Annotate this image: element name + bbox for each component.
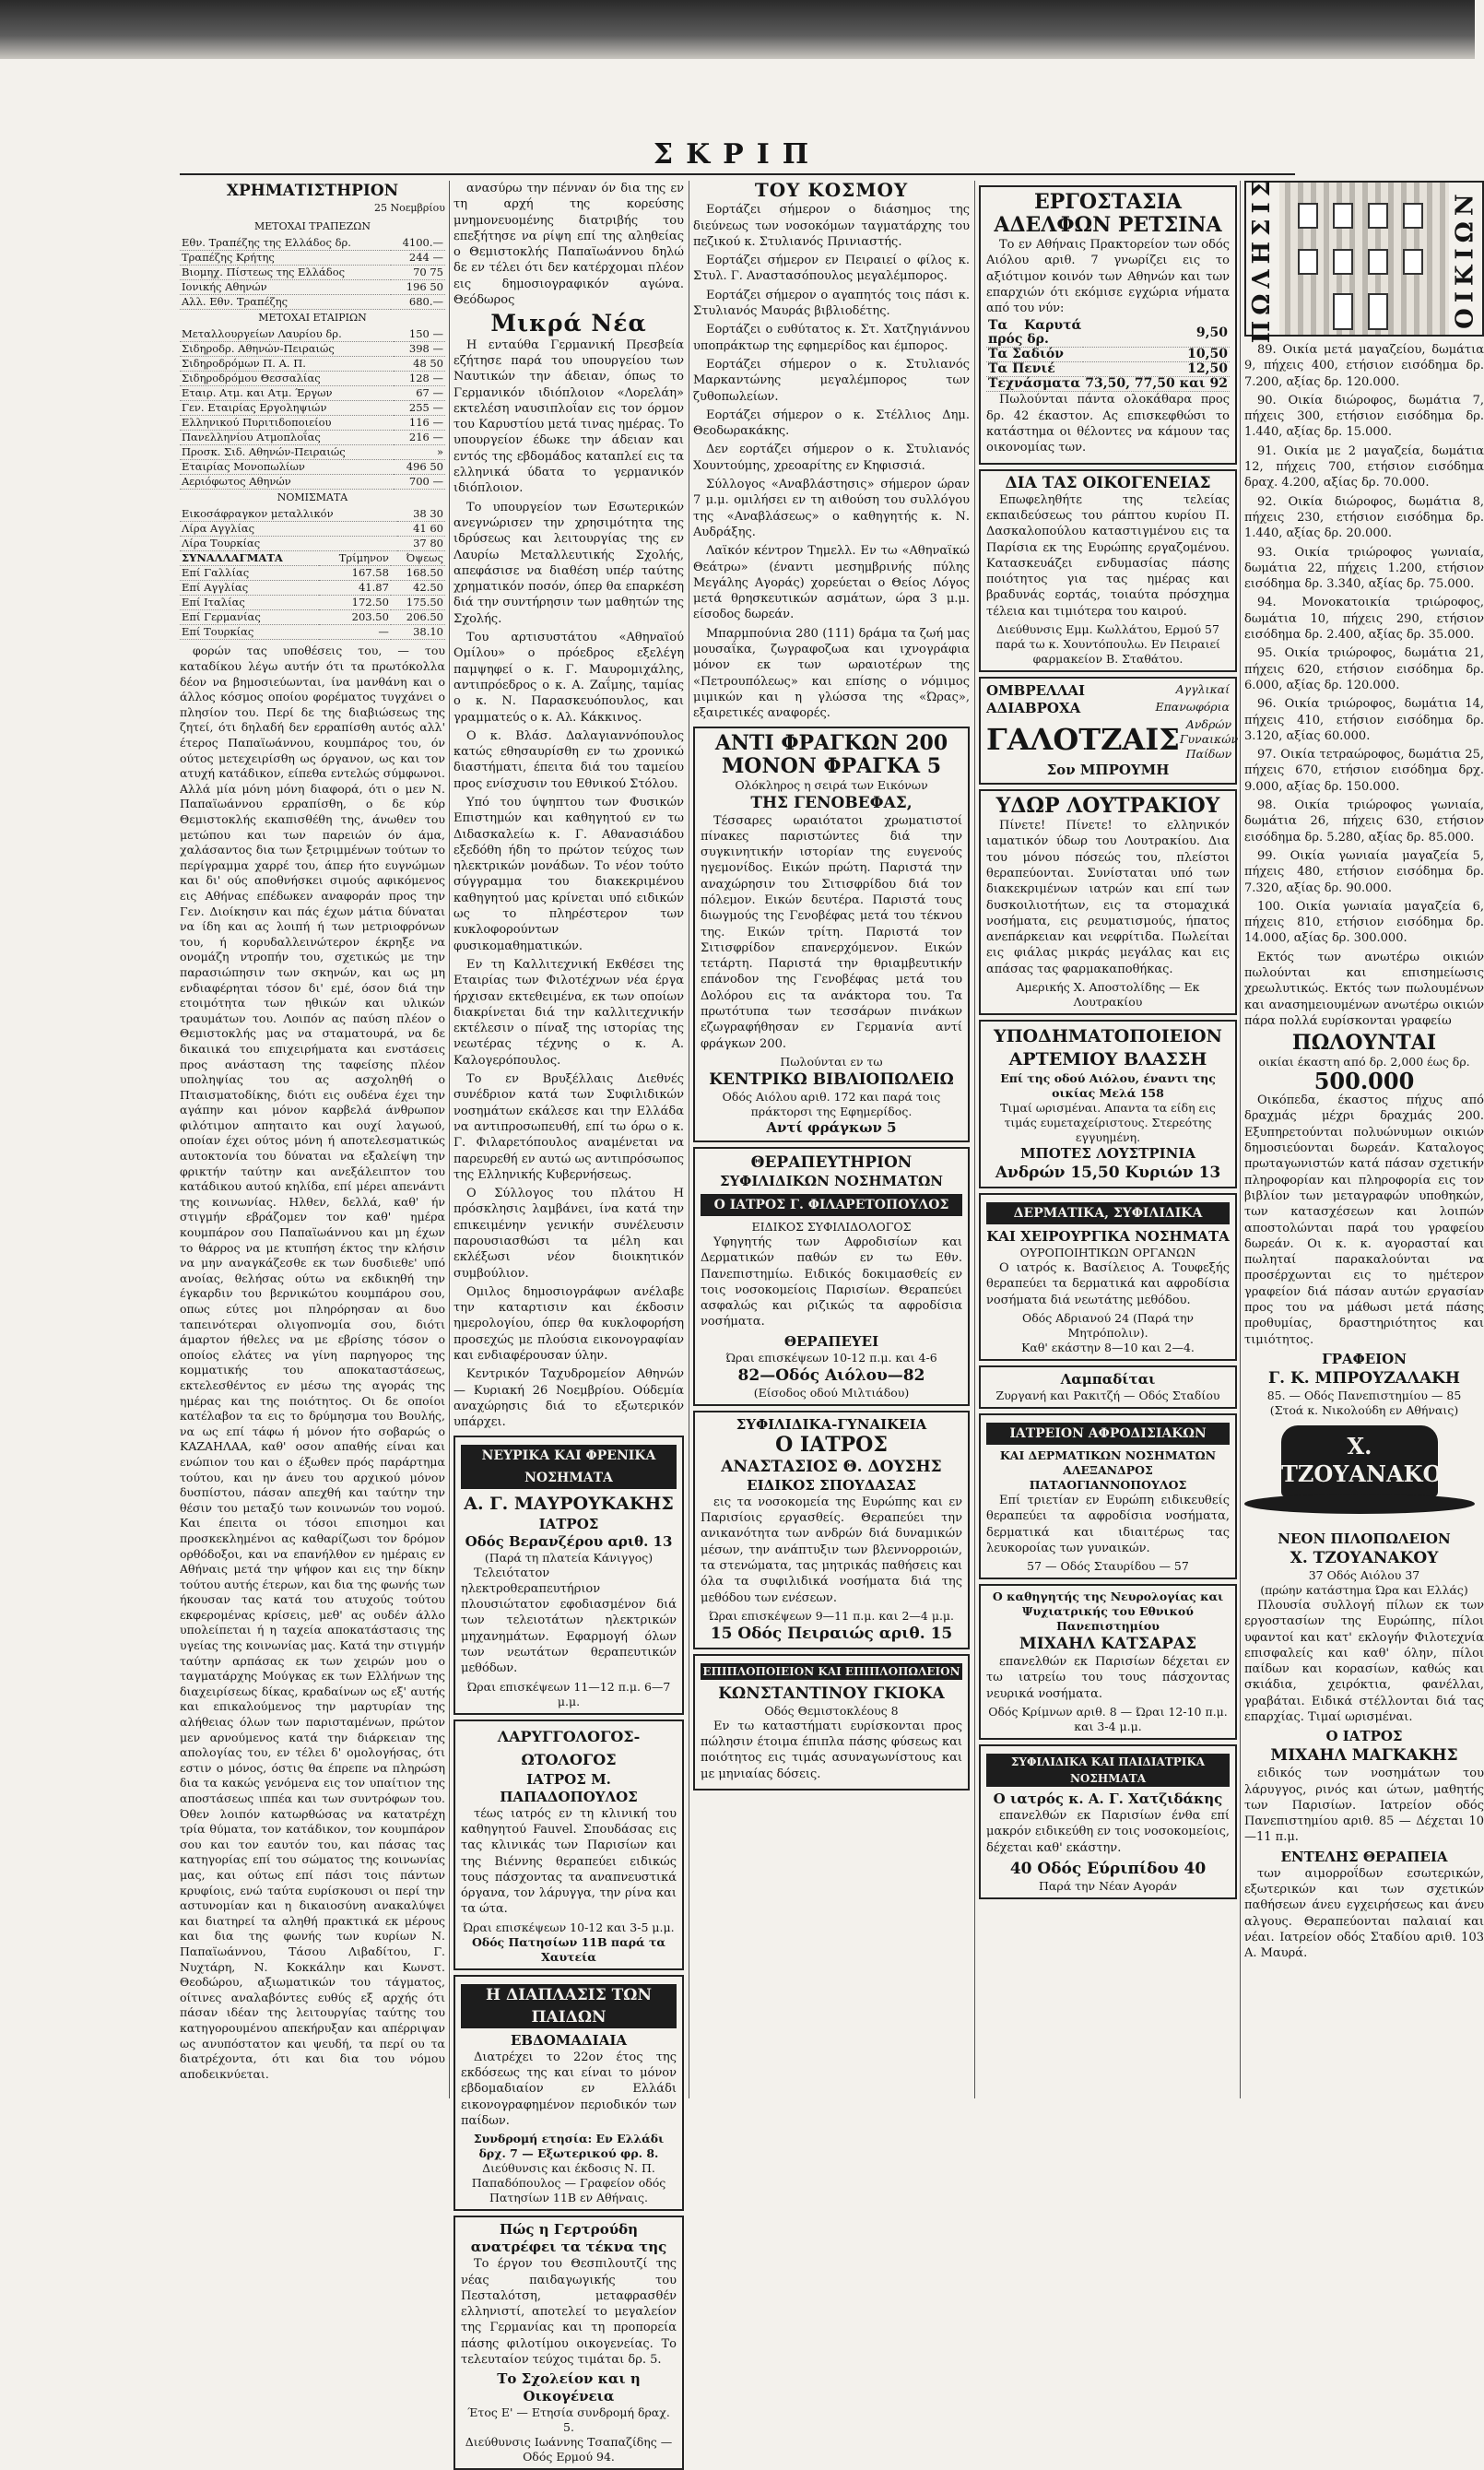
society-heading: ΤΟΥ ΚΟΣΜΟΥ: [754, 179, 909, 201]
letter-body: φορών τας υποθέσεις του, — του καταδίκου λέγω αυτήν ότι τα πρωτόκολλα δέον να βημοσιεύωνται, ίνα μανθάνη και ο άλλος κόσμος οποίου φορέματος τυγχάνει ο πλησίον του. Περί δε της διαβιώσεως της ζητεί, ότι δηλαδή δεν ερραπίσθη αυτός αλλ' έτερος Παπαϊωάννου, κουμπάρος του, όν ούτος μετεχειρίσθη ως όργανον, ως και τον ατυχή κατάδικον, είπεθα εντελώς σύμφωνοι. Αλλά μία μόνη μόνη διαφορά, ότι ο μεν Ν. Παπαϊωάννου ερραπίσθη, ο δε κύρ Θεμιστοκλής εκαπισθέθη της, άνωθεν του μετώπου και των παρειών όν άμα, χαλάσαντος δια των ξετριμμένων τούτων το περίγραμμα χαρρέ του, άπερ ήτο ευγνώμων και δι' ούς αποθνήσκει σιμούς αφικόμενος εις Αθήνας επέδωκεν αναφοράν προς την Γεν. Διοίκησιν και πάς έχων μάτια δύναται να ίδη και ας λοιπή ή των μετριοφρόνων του, ή κορυδαλλεινώτερον έκρηξε να ονομάζη ντροπήν του, σχετικώς με την παρασιώπησιν των σκηνών, και ως μη ενδιαφέρηται τόσον δι' εμέ, όσον διά την ετοιμότητα των ηθικών και υλικών τραυμάτων του. Λοιπόν ας παύση πλέον ο Θεμιστοκλής μας να σταματουρά, να δε δικαιικά του επιχειρήματα και ενστάσεις προς ανάσταση της ταφείσης πλέον υποληψίας του ας ασχοληθή ο Πταισματοδίκης, διότι εις ουδένα έχει την αγάπην και μόνον καρβελά άνθρωπον φιλότιμον απηταιτο και ουχί λαγωού, οποίαν έχει ούτος μόνη ή αποτελεσματικώς αυτοκτονία του δύναται να εξαλείψη την φρικτήν ταύτην και ανεξάλειπτον του κατάδικου αυτού κηλίδα, επί μέρει απενάντι της κοινωνίας. Ηλθεν, δελλά, καθ' ήν στιγμήν εβράζομεν τον καθ' ημέρα κουμπάρον σου Παπαϊωάννου και μη έχων το θάρρος να με κτυπήση έκτος την κλήσιν να μην αναγκάζεσθε εκ των δυσδιεθε' υπό ανοίας, θελήσας ούτω να εκδικηθή την έγκαρδιν του βερνικώτου κουμπάρου σου, οπως εύτες μοι πληρόρησαν αι δυο ταπεινότεραι ολιγοπνομία σου, διότι άμαρτον ήθελες να με εβρίσης τόσον ο οποίος ελάτες να γίνη παρηγορος της κομματικής του αποκαταστάσεως, εκτελεσθέντος εν μέσω της αγοράς της ημέρας και της ποιότητος. Οι δε οποίοι κατέλαβον τα εις το δρύμησμα του Βουλής, να ως επί τάφω ή μόνον ήτο σοβαρώς ο ΚΑΖΑΗΛΑΑ, καθ' οσον απαθής είναι και ενώπιον του και ο έξωθεν πρός παράρτημα τούτου, και ην άνευ του αρχικού μόνον δυσπίστου, πάσαν απεχθή και ταύτην την θέσιν του μεταξύ των κοινωνών του νομού. Και έπειτα οι τόσοι επισημοι και προσκεκλημένοι ας καθαρίζωσι τον δρόμον ορθόδοξοι, και να επανήλθον εν ημέραις εν Αθήναις μετά την ψήφον και εις την δίκην τούτου αυτής έτερων, και δια της φωνής των ήκουσαν τας κατά του ατυχούς τούτου εκφερομένας κρίσεις, μεθ' ας ουδέν άλλο υπολείπεται ή η ταχεία αποκατάστασις της υγείας της κοινωνίας μας. Κατά την στιγμήν ταύτην αρπάσας εκ των χειρών μου ο ταγματάρχης Μούγκας εκ των Ελλήνων της διαχειρίσεως δίκας, κραδαίνων ως εξ' αυτής και επικαλούμενος την μαρτυρίαν της αλήθειας όλων των παρισταμένων, πρώτον μεν αρνούμενος κατά την διάρκειαν της απολογίας του, εν τέλει δ' ομολογήσας, ότι εστιν ο μόνος, όστις θα έπρεπε να πληρώση δια τα κακώς γενόμενα εις τον υπαίτιον της αποστάσεως ιππέα και των συντρόφων του. Όθεν λοιπόν κατωρθώσας να κατατρέχη τρία θύματα, τον κατάδικον, τον κουμπάρον σου και τον εαυτόν του, και πάσας τας κατηγορίας επί του σώματος της κοινωνίας μας, και ούτως επί πάσι τοις πάντων κρυφίοις, ενώ ταύτα ευρίσκουσι οι περί την αστυνομίαν και η δικαιοσύνη ανακαλύψει και διατηρεί τα αληθή πρακτικά εκ μέρους και δια της φωνής των κυρίων Ν. Παπαϊωάννου, Τάσου Λιβαδίτου, Γ. Νυχτάρη, Ν. Κοκκάλην και Κωνστ. Θεοδώρου, αξιωματικών του τάγματος, οίτινες αναλαβόντες ευθύς εξ αρχής ότι πάσαν ιδέαν της λειτουργίας ταύτης του κατηγορουμένου απεκήρυξαν και απέρριψαν ως ανυπόστατον και ψευδή, τα περί ου τα διατρέχοντα, ότι και δια του νόμου αποδεικνύεται.: [180, 644, 445, 2081]
ad-text: Ο ιατρός κ. Βασίλειος Α. Τουφεξής θεραπεύει τα δερματικά και αφροδίσια νοσήματα διά νεωτάτης μεθόδου.: [986, 1261, 1230, 1307]
column-divider: [974, 181, 975, 2098]
ad-doctor-name: Α. Γ. ΜΑΥΡΟΥΚΑΚΗΣ: [464, 1493, 674, 1514]
ad-hours: Ώραι επισκέψεων 9—11 π.μ. και 2—4 μ.μ.: [708, 1608, 955, 1623]
ad-subscription: Συνδρομή ετησία: Εν Ελλάδι δρχ. 7 — Εξωτερικού φρ. 8.: [473, 2132, 665, 2161]
stock-exchange-date: 25 Νοεμβρίου: [373, 202, 445, 215]
ad-address: Οδός Πατησίων 11Β παρά τα Χαυτεία: [471, 1934, 666, 1964]
ad-subtitle: ΟΥΡΟΠΟΙΗΤΙΚΩΝ ΟΡΓΑΝΩΝ: [1019, 1246, 1196, 1260]
ad-title: ΔΕΡΜΑΤΙΚΑ, ΣΥΦΙΛΙΔΙΚΑ: [986, 1202, 1230, 1224]
ad-doctor-name: ΜΙΧΑΗΛ ΚΑΤΣΑΡΑΣ: [1019, 1635, 1197, 1654]
doctor-text: ειδικός των νοσημάτων του λάρυγγος, ρινός και ώτων, μαθητής των Παρισίων. Ιατρείον οδός Πανεπιστημίου αριθ. 85 — Δέχεται 10—11 π.μ.: [1244, 1767, 1484, 1845]
ad-address: 40 Οδός Εύριπίδου 40: [1009, 1859, 1207, 1878]
house-listing: 98. Οικία τριώροφος γωνιαία, δωμάτια 26, πήχεις 630, ετήσιον εισόδημα δρ. 5.280, αξίας δρ. 85.000.: [1244, 798, 1484, 845]
window-shape: [1368, 249, 1388, 275]
ad-row: [986, 717, 1239, 762]
ad-address: Σον ΜΠΡΟΥΜΗ: [1046, 762, 1170, 779]
ad-note: Παρά την Νέαν Αγοράν: [1039, 1878, 1177, 1893]
ad-note: Πωλούνται πάντα ολοκάθαρα προς δρ. 42 έκαστον. Ας επισκεφθώσι το κατάστημα οι θέλοντες να κάμουν τας οικονομίας των.: [986, 393, 1230, 455]
doctor-heading: Ο ΙΑΤΡΟΣ: [1325, 1728, 1403, 1745]
society-item: Εορτάζει σήμερον εν Πειραιεί ο φίλος κ. Στυλ. Γ. Αναστασόπουλος μεγαλέμπορος.: [693, 254, 970, 284]
ad-address: Οδός Αδριανού 24 (Παρά την Μητρόπολιν).: [1021, 1310, 1195, 1340]
ad-address: Οδός Κρίμνων αριθ. 8 — Ώραι 12-10 π.μ. και 3-4 μ.μ.: [988, 1704, 1228, 1733]
ad-umbrellas: [979, 677, 1237, 785]
ad-subtitle: Επανωφόρια: [1155, 700, 1230, 715]
table-row: Εικοσάφραγκον μεταλλικόν 38 30: [182, 507, 443, 521]
society-item: Σύλλογος «Αναβλάστησις» σήμερον ώραν 7 μ.μ. ομιλήσει εν τη αιθούση του συλλόγου της «Αναβλάσεως» ο καθηγητής κ. Ν. Αυδράξης.: [693, 478, 970, 539]
column-society: [693, 181, 970, 2098]
table-row: Ελληνικού Πυριτιδοποιείου 116 —: [182, 416, 443, 430]
ad-title: ΥΔΩΡ ΛΟΥΤΡΑΚΙΟΥ: [995, 794, 1220, 819]
house-listing: 97. Οικία τετραώροφος, δωμάτια 25, πήχεις 670, ετήσιον εισόδημα δρχ. 9.000, αξίας δρ. 150.000.: [1244, 748, 1484, 794]
hat-shop-owner: Χ. ΤΖΟΥΑΝΑΚΟΥ: [1290, 1548, 1439, 1567]
ad-title: ΕΡΓΟΣΤΑΣΙΑ: [1033, 190, 1182, 214]
ad-address: Οδός Θεμιστοκλέους 8: [764, 1703, 899, 1718]
table-row: Σιδηροδρ. Αθηνών-Πειραιώς 398 —: [182, 342, 443, 356]
ad-title: ΑΝΤΙ ΦΡΑΓΚΩΝ 200: [714, 730, 948, 755]
ad-title: ΣΥΦΙΛΙΔΙΚΑ-ΓΥΝΑΙΚΕΙΑ: [736, 1415, 927, 1433]
house-listing: 96. Οικία τριώροφος, δωμάτια 14, πήχεις 410, ετήσιον εισόδημα δρ. 3.120, αξίας 60.000.: [1244, 697, 1484, 743]
ad-subtitle: ΕΒΔΟΜΑΔΙΑΙΑ: [510, 2031, 627, 2049]
column-ads: [979, 181, 1237, 2098]
ad-title: ΟΜΒΡΕΛΛΑΙ: [986, 682, 1085, 700]
window-shape: [1403, 249, 1423, 275]
table-row: Τα Καρυτά πρός δρ. 9,50: [988, 318, 1228, 348]
ad-price: Αντί φράγκων 5: [766, 1118, 897, 1136]
ad-subtitle: ΣΥΦΙΛΙΔΙΚΩΝ ΝΟΣΗΜΑΤΩΝ: [719, 1172, 944, 1189]
window-shape: [1298, 249, 1318, 275]
ad-title: ΘΕΡΑΠΕΥΤΗΡΙΟΝ: [750, 1152, 913, 1172]
companies-table: [180, 327, 445, 490]
ad-retsina: [979, 185, 1237, 465]
ad-note: (Είσοδος οδού Μιλτιάδου): [753, 1385, 910, 1400]
banks-heading: ΜΕΤΟΧΑΙ ΤΡΑΠΕΖΩΝ: [254, 219, 371, 232]
ad-hours: Ώραι επισκέψεων 10-12 και 3-5 μ.μ.: [463, 1920, 675, 1934]
window-shape: [1298, 203, 1318, 229]
ad-address: Διεύθυνσις Εμμ. Κωλλάτου, Ερμού 57 παρά τω κ. Χουντόπουλω. Εν Πειραιεί φαρμακείον Β. Σταθάτου.: [995, 622, 1220, 667]
ad-text: Τιμαί ωρισμέναι. Απαντα τα είδη εις τιμάς ευμεταχείριστους. Στερεότης εγγυημένη.: [1000, 1101, 1216, 1145]
society-item: Εορτάζει σήμερον ο αγαπητός τοις πάσι κ. Στυλιανός Μαυράς βιβλιοδέτης.: [693, 288, 970, 319]
house-listing: 100. Οικία γωνιαία μαγαζεία 6, πήχεις 810, ετήσιον εισόδημα δρ. 14.000, αξίας δρ. 300.000.: [1244, 899, 1484, 946]
column-divider: [1240, 181, 1241, 2098]
table-row: Επί Τουρκίας — 38.10: [182, 625, 443, 639]
news-item: Ο Σύλλογος του πλάτου Η πρόσκλησις λαμβάνει, ίνα κατά την επικειμένην γενικήν συνέλευσιν παρουσιασθώσι τα μέλη και εκλέξωσι νέον διοικητικόν συμβούλιον.: [453, 1187, 684, 1281]
ad-brand: ΓΑΛΟΤΖΑΙΣ: [986, 722, 1180, 758]
masthead-rule: [180, 173, 1295, 175]
window-shape: [1403, 203, 1423, 229]
column-short-news: [453, 181, 684, 2464]
ad-subtitle: ΤΗΣ ΓΕΝΟΒΕΦΑΣ,: [750, 793, 913, 812]
ad-text: Τέσσαρες ωραιότατοι χρωματιστοί πίνακες παριστώντες διά την συγκινητικήν ιστορίαν της ευγενούς ηγεμονίδος. Εικών πρώτη. Παριστά την αναχώρησιν του Σιτισφρίδου διά τον πόλεμον. Εικών δευτέρα. Παριστά τους διωγμούς της Γενοβέφας μετά του τέκνου της. Εικών τρίτη. Παριστά τον Σιτισφρίδον επανερχόμενον. Εικών τετάρτη. Παριστά την θριαμβευτικήν επάνοδον της Γενοβέφας μετά του Δολόρου εις τα ανάκτορα του. Τα πρωτότυπα των τεσσάρων πινάκων εζωγραφήθησαν εν Γερμανία αντί φράγκων 200.: [701, 813, 962, 1051]
ad-title: ΕΠΙΠΛΟΠΟΙΕΙΟΝ ΚΑΙ ΕΠΙΠΛΟΠΩΛΕΙΟΝ: [701, 1663, 962, 1680]
news-item: Κεντρικόν Ταχυδρομείον Αθηνών — Κυριακή 26 Νοεμβρίου. Ούδεμία αναχώρησις διά το εξωτερικόν υπάρχει.: [453, 1367, 684, 1430]
column-divider: [449, 181, 450, 2098]
ad-gkiokas: [693, 1654, 970, 1790]
table-row: Ιονικής Αθηνών 196 50: [182, 279, 443, 293]
ad-address: Οδός Βερανζέρου αριθ. 13: [465, 1532, 673, 1550]
house-listing: 91. Οικία με 2 μαγαζεία, δωμάτια 12, πήχεις 700, ετήσιον εισόδημα δραχ. 4.200, αξίας δρ. 70.000.: [1244, 443, 1484, 490]
society-item: Εορτάζει σήμερον ο κ. Στυλιανός Μαρκαντώνης μεγαλέμπορος των ζυθοπωλείων.: [693, 357, 970, 404]
table-row: Εθν. Τραπέζης της Ελλάδος δρ. 4100.—: [182, 235, 443, 249]
ad-laryngologist: [453, 1720, 684, 1970]
table-row: Σιδηροδρόμου Θεσσαλίας 128 —: [182, 372, 443, 385]
ad-subscription: Έτος Ε' — Ετησία συνδρομή δραχ. 5.: [467, 2405, 670, 2435]
table-row: Αλλ. Εθν. Τραπέζης 680.—: [182, 294, 443, 308]
news-item: Το εν Βρυξέλλαις Διεθνές συνέδριον κατά των Συφιλιδικών νοσημάτων εκάλεσε και την Ελλάδα να αντιπροσωπευθή, επί τω όρω ο κ. Γ. Φιλαρετόπουλος αναμένεται να παρευρεθή εν αυτώ ως αντιπρόσωπος της Ελληνικής Κυβερνήσεως.: [453, 1072, 684, 1182]
ad-subtitle: ΚΑΙ ΔΕΡΜΑΤΙΚΩΝ ΝΟΣΗΜΑΤΩΝ: [999, 1448, 1217, 1462]
house-listing: 90. Οικία διώροφος, δωμάτια 7, πήχεις 300, ετήσιον εισόδημα δρ. 1.440, αξίας δρ. 15.000.: [1244, 393, 1484, 440]
ad-title: ΔΙΑ ΤΑΣ ΟΙΚΟΓΕΝΕΙΑΣ: [1005, 473, 1211, 492]
house-listing: 93. Οικία τριώροφος γωνιαία, δωμάτια 22, πήχεις 1.200, ετήσιον εισόδημα δρ. 3.340, αξίας δρ. 75.000.: [1244, 545, 1484, 592]
ad-mavroukakis: [453, 1436, 684, 1715]
ad-text: επανελθών εκ Παρισίων δέχεται εν τω ιατρείω του τους πάσχοντας νευρικά νοσήματα.: [986, 1655, 1230, 1701]
ad-text: τέως ιατρός εν τη κλινική του καθηγητού Fauvel. Σπουδάσας εις τας κλινικάς των Παρισίων και της Βιέννης θεραπεύει ειδικώς τους πάσχοντας τα αναπνευστικά όργανα, τον λάρυγγα, την ρίνα και τα ώτα.: [461, 1806, 677, 1917]
table-row: Μεταλλουργείων Λαυρίου δρ. 150 —: [182, 327, 443, 341]
ad-subtitle: ΘΕΡΑΠΕΥΕΙ: [783, 1332, 879, 1350]
ad-text: Το εν Αθήναις Πρακτορείον των οδός Αιόλου αριθ. 7 γνωρίζει εις το αξιότιμον κοινόν των Αθηνών και των επαρχιών ότι εκόμισε εγχώρια νήματα από του νύν:: [986, 238, 1230, 316]
news-item: Εν τη Καλλιτεχνική Εκθέσει της Εταιρίας των Φιλοτέχνων νέα έργα ήρχισαν εκτεθειμένα, εκ των οποίων διακρίνεται διά την καλλιτεχνικήν εκτέλεσιν ο πίναξ της ιστορίας της νεωτέρας τέχνης ο κ. Α. Καλογερόπουλος.: [453, 957, 684, 1068]
ad-title: Ο καθηγητής της Νευρολογίας και Ψυχιατρικής του Εθνικού Πανεπιστημίου: [992, 1590, 1224, 1634]
news-item: Του αρτισυστάτου «Αθηναϊού Ομίλου» ο πρόεδρος εξελέγη παμψηφεί ο κ. Γ. Μαυρομιχάλης, αντιπρόεδρος ο κ. Α. Ζαΐμης, ταμίας ο κ. Ν. Παρασκευόπουλος, και γραμματεύς ο κ. Αλ. Κάκκινος.: [453, 631, 684, 725]
table-row: Σιδηροδρόμων Π. Α. Π. 48 50: [182, 357, 443, 371]
ad-text: εις τα νοσοκομεία της Ευρώπης και εν Παρισίοις εργασθείς. Θεραπεύει την ανικανότητα των ανδρών διά δυναμικών μέσων, την ανάπτυξιν των βλεννορροιών, τα στενώματα, τας μητρικάς παθήσεις και όλα τα συφιλιδικά νοσήματα διά της μεθόδου των ενέσεων.: [701, 1495, 962, 1605]
for-sale-range: οικίαι έκαστη από δρ. 2,000 έως δρ.: [1258, 1055, 1470, 1070]
table-row: Τραπέζης Κρήτης 244 —: [182, 250, 443, 264]
ad-subtitle: ΕΙΔΙΚΟΣ ΣΥΦΙΛΙΔΟΛΟΓΟΣ: [751, 1219, 912, 1234]
door-shape: [1368, 293, 1388, 330]
table-row: Εταιρίας Μονοπωλίων 496 50: [182, 460, 443, 474]
house-side-label-left: ΠΩΛΗΣΙΣ: [1246, 183, 1279, 335]
ad-row: [986, 682, 1230, 700]
ad-katsaras: [979, 1584, 1237, 1740]
letter-ending: ανασύρω την πένναν όν δια της εν τη αρχή της κορεύσης μνημονευομένης διατριβής του επεξήτησε να ρίψη επί της αληθείας ο Θεμιστοκλής Παπαϊωάννου δηλώ δε εν τέλει ότι δεν κατέρχομαι πλέον εις δημοσιογραφικόν αγώνα. Θεόδωρος: [453, 182, 684, 308]
table-row: Τεχνάσματα 73,50, 77,50 και 92: [988, 376, 1228, 392]
agency-text: Οικόπεδα, έκαστος πήχυς από δραχμάς μέχρι δραχμάς 200. Εξυπηρετούνται πολυώνυμων οικιών δημοσιεύονται δωρεάν. Καταλογος πρωταγωνιστών κατά πάσαν σχετικήν πληροφορίαν και πληροφορία εις τον βιβλίον των μεταγραφών υποθηκών, των κατασχέσεων και λοιπών αποστολώνται παρά του γραφείου δωρεάν. Οι κ. κ. αγορασταί και πωληταί παρακαλούνται να προσέρχωνται εις το ημέτερον γραφείον διά πάσαν αυτών εργασίαν προς του να μάθωσι μετά πάσης προθυμίας, δραστηριότητος και τιμιότητος.: [1244, 1093, 1484, 1347]
companies-heading: ΜΕΤΟΧΑΙ ΕΤΑΙΡΙΩΝ: [258, 311, 367, 324]
ad-title: ΥΠΟΔΗΜΑΤΟΠΟΙΕΙΟΝ: [994, 1026, 1222, 1047]
ad-address: Αμερικής Χ. Αποστολίδης — Εκ Λουτρακίου: [1016, 980, 1200, 1010]
ad-address: 82—Οδός Αιόλου—82: [737, 1365, 925, 1385]
ad-title: ΣΥΦΙΛΙΔΙΚΑ ΚΑΙ ΠΑΙΔΙΑΤΡΙΚΑ ΝΟΣΗΜΑΤΑ: [986, 1754, 1230, 1787]
ad-text: Πίνετε! Πίνετε! το ελληνικόν ιαματικόν ύδωρ του Λουτρακίου. Δια του μόνου πόσεώς του, πλείστοι θεραπεύονται. Συνίσταται υπό των διακεκριμένων ιατρών και επί των δυσκοιλιοτήτων, εις τα στομαχικά νοσήματα, εις ρευματισμούς, ήπατος ανεπάρκειαν και νεφρίτιδα. Πωλείται εις φιάλας μικράς μεγάλας και εις απάσας τας φαρμακαποθήκας.: [986, 819, 1230, 976]
ad-loutraki-water: [979, 789, 1237, 1015]
ad-address: Επί της οδού Αιόλου, έναντι της οικίας Μελά 158: [1000, 1071, 1216, 1101]
ad-subtitle: Το Σχολείον και η Οικογένεια: [497, 2370, 641, 2405]
listing-note: Εκτός των ανωτέρω οικιών πωλούνται και επισημείωσις χρεωλυτικώς. Εκτός των πωλουμένων και ανασημειουμένων ανωτέρω οικιών πάρα πολλά ευρίσκονται γραφείω: [1244, 950, 1484, 1028]
hat-crown: Χ. ΤΖΟΥΑΝΑΚΟΣ: [1281, 1425, 1438, 1497]
ad-genevieve: [693, 727, 970, 1142]
ad-subtitle: ΚΑΙ ΧΕΙΡΟΥΡΓΙΚΑ ΝΟΣΗΜΑΤΑ: [986, 1228, 1230, 1246]
house-listing: 95. Οικία τριώροφος, δωμάτια 21, πήχεις 620, ετήσιον εισόδημα δρ. 6.000, αξίας δρ. 120.000.: [1244, 646, 1484, 692]
table-row: Λίρα Τουρκίας 37 80: [182, 537, 443, 550]
ad-subtitle: Ολόκληρος η σειρά των Εικόνων: [735, 777, 928, 792]
ad-dousis: [693, 1411, 970, 1649]
short-news-heading: Μικρά Νέα: [490, 310, 647, 337]
ad-subtitle: ΑΔΕΛΦΩΝ ΡΕΤΣΙΝΑ: [994, 213, 1222, 237]
ad-title: Πώς η Γερτρούδη ανατρέφει τα τέκνα της: [470, 2221, 667, 2256]
hat-brim: [1244, 1494, 1475, 1514]
ad-subtitle: ΕΙΔΙΚΟΣ ΣΠΟΥΔΑΣΑΣ: [747, 1476, 916, 1494]
ad-note: (Παρά τη πλατεία Κάνιγγος): [484, 1550, 654, 1565]
agency-address: 85. — Οδός Πανεπιστημίου — 85: [1266, 1388, 1462, 1402]
news-item: Ομιλος δημοσιογράφων ανέλαβε την καταρτισιν και έκδοσιν ημερολογίου, όπερ θα κυκλοφορήση προσεχώς με πλούσια εικονογραφίαν και ενδιαφέρουσαν ύλην.: [453, 1284, 684, 1364]
table-row: Πανελληνίου Ατμοπλοΐας 216 —: [182, 431, 443, 444]
therapy-heading: ΕΝΤΕΛΗΣ ΘΕΡΑΠΕΙΑ: [1280, 1848, 1448, 1865]
column-real-estate: [1244, 173, 1484, 2098]
table-row: Επί Αγγλίας 41.87 42.50: [182, 581, 443, 595]
window-shape: [1368, 203, 1388, 229]
fx-table: [180, 551, 445, 640]
house-illustration: [1244, 173, 1484, 344]
ad-title: Η ΔΙΑΠΛΑΣΙΣ ΤΩΝ ΠΑΙΔΩΝ: [461, 1984, 677, 2028]
ad-title: Λαμπαδίται: [1060, 1370, 1156, 1388]
ad-gertrude: [453, 2216, 684, 2470]
doctor-name: ΜΙΧΑΗΛ ΜΑΓΚΑΚΗΣ: [1270, 1746, 1458, 1766]
house-listing: 89. Οικία μετά μαγαζείου, δωμάτια 9, πήχεις 400, ετήσιον εισόδημα δρ. 7.200, αξίας δρ. 120.000.: [1244, 343, 1484, 389]
ad-text: Επωφεληθήτε της τελείας εκπαιδεύσεως του ράπτου κυρίου Π. Δασκαλοπούλου καταστιγμένου εις τα Παρίσια εκ της Ευρώπης εργαζομένου. Κατασκευάζει ενδυμασίας πάσης ποιότητος για τας ημέρας και βραδυνάς εορτάς, τοιαύτα πρόσχημα τέλεια και τιμιότερα του καιρού.: [986, 492, 1230, 619]
hat-shop-text: Πλουσία συλλογή πίλων εκ των εργοστασίων της Ευρώπης, πίλοι υφαντοί και κατ' εκλογήν Φιλοτεχνία επισφαλείς και καθ' όλην, πίλοι παίδων και κορασίων, καθώς και σκιάδια, χειρόκτια, φανέλλαι, γραβάται. Ειδικά στέλλονται διά τας επαρχίας. Τιμαί ωρισμέναι.: [1244, 1598, 1484, 1724]
window-shape: [1333, 249, 1353, 275]
table-row: Εταιρ. Ατμ. και Ατμ. Έργων 67 —: [182, 386, 443, 400]
ad-lampadites: [979, 1365, 1237, 1409]
table-row: Τα Πενιέ 12,50: [988, 361, 1228, 377]
ad-pataogiannopoulos: [979, 1413, 1237, 1579]
price-table: [986, 319, 1230, 392]
ad-publisher: Διεύθυνσις και έκδοσις Ν. Π. Παπαδόπουλος — Γραφείον οδός Πατησίων 11Β εν Αθήναις.: [471, 2161, 666, 2205]
scan-top-band: [0, 0, 1475, 59]
ad-doctor-name: Ο ΙΑΤΡΟΣ Γ. ΦΙΛΑΡΕΤΟΠΟΥΛΟΣ: [701, 1194, 962, 1216]
banks-table: [180, 236, 445, 310]
ad-doctor-name: Ο ιατρός κ. Α. Γ. Χατζιδάκης: [993, 1790, 1223, 1807]
ad-text: Ζυργανή και Ρακιτζή — Οδός Σταδίου: [995, 1388, 1220, 1402]
currency-table: [180, 507, 445, 551]
society-item: Εορτάζει σήμερον ο διάσημος της διεύνεως των νοσοκόμων ταγματάρχης του πεζικού κ. Στυλιανός Πρινιαστής.: [693, 203, 970, 249]
house-listing: 99. Οικία γωνιαία μαγαζεία 5, πήχεις 480, ετήσιον εισόδημα δρ. 7.320, αξίας δρ. 90.000.: [1244, 848, 1484, 895]
column-stock-exchange: [180, 181, 445, 2098]
table-row: Επί Γερμανίας 203.50 206.50: [182, 610, 443, 624]
ad-families: [979, 469, 1237, 672]
therapy-text: των αιμορροΐδων εσωτερικών, εξωτερικών και των σχετικών παθήσεων άνευ εγχειρήσεως και άνευ αλγους. Θεραπεύονται παλαιαί και νέαι. Ιατρείον οδός Σταδίου αριθ. 103 Α. Μαυρά.: [1244, 1866, 1484, 1961]
agency-heading: ΓΡΑΦΕΙΟΝ: [1322, 1350, 1407, 1367]
ad-filaretopoulos: [693, 1147, 970, 1406]
society-item: Εορτάζει ο ευθύτατος κ. Στ. Χατζηγιάννου υποπράκτωρ της εφημερίδος και έμπορος.: [693, 323, 970, 353]
ad-vlassis-shoes: [979, 1020, 1237, 1188]
ad-bookshop: ΚΕΝΤΡΙΚΩ ΒΙΒΛΙΟΠΩΛΕΙΩ: [709, 1070, 954, 1089]
hat-shop-heading: ΝΕΟΝ ΠΙΛΟΠΩΛΕΙΟΝ: [1278, 1530, 1451, 1547]
table-row: Προσκ. Σιδ. Αθηνών-Πειραιώς »: [182, 445, 443, 459]
hat-shop-note: (πρώην κατάστημα Ώρα και Ελλάς): [1260, 1582, 1468, 1597]
ad-title: ΛΑΡΥΓΓΟΛΟΓΟΣ-ΩΤΟΛΟΓΟΣ: [497, 1727, 641, 1768]
ad-doctor-name: ΑΝΑΣΤΑΣΙΟΣ Θ. ΔΟΥΣΗΣ: [721, 1457, 942, 1476]
society-item: Λαϊκόν κέντρον Τημελλ. Εν τω «Αθηναϊκώ Θεάτρω» (έναντι μεσημβρινής πύλης Μεγάλης Αγοράς) χορεύεται ο Θείος Λόγος μετά θρησκευτικών ασμάτων, ώρα 3 μ.μ. είσοδος δωρεάν.: [693, 544, 970, 622]
ad-subtitle: ΜΠΟΤΕΣ ΛΟΥΣΤΡΙΝΙΑ: [1019, 1145, 1196, 1163]
hat-shop-address: 37 Οδός Αιόλου 37: [1308, 1567, 1420, 1582]
table-row: Γεν. Εταιρίας Εργοληψιών 255 —: [182, 401, 443, 415]
table-row: Τα Σαδιόν 10,50: [988, 347, 1228, 362]
for-sale-heading: ΠΩΛΟΥΝΤΑΙ: [1291, 1031, 1437, 1056]
ad-address: 57 — Οδός Σταυρίδου — 57: [1027, 1559, 1189, 1574]
page-masthead: ΣΚΡΙΠ: [653, 138, 822, 171]
ad-title: ΝΕΥΡΙΚΑ ΚΑΙ ΦΡΕΝΙΚΑ ΝΟΣΗΜΑΤΑ: [461, 1445, 677, 1489]
ad-doctor-name: ΙΑΤΡΟΣ Μ. ΠΑΠΑΔΟΠΟΥΛΟΣ: [500, 1770, 638, 1805]
agency-name: Γ. Κ. ΜΠΡΟΥΖΑΛΑΚΗ: [1268, 1368, 1460, 1388]
ad-price: Ανδρών 15,50 Κυριών 13: [995, 1164, 1221, 1183]
society-item: Εορτάζει σήμερον ο κ. Στέλλιος Δημ. Θεοδωρακάκης.: [693, 408, 970, 439]
ad-text: Διατρέχει το 22ον έτος της εκδόσεως της και είναι το μόνον εβδομαδιαίον εν Ελλάδι εικονογραφημένον περιοδικόν των παίδων.: [461, 2050, 677, 2128]
house-listing: 94. Μονοκατοικία τριώροφος, δωμάτια 10, πήχεις 290, ετήσιον εισόδημα δρ. 2.400, αξίας δρ. 35.000.: [1244, 596, 1484, 643]
news-item: Ο κ. Βλάσ. Δαλαγιαννόπουλος κατώς εθησαυρίσθη εν τω χρονικώ διαστήματι, έπειτα διά του ταμείου προς ενίσχυσιν του Εθνικού Στόλου.: [453, 728, 684, 791]
table-row: Βιομηχ. Πίστεως της Ελλάδος 70 75: [182, 265, 443, 278]
ad-hours: Καθ' εκάστην 8—10 και 2—4.: [1021, 1340, 1195, 1354]
ad-owner: ΚΩΝΣΤΑΝΤΙΝΟΥ ΓΚΙΟΚΑ: [718, 1684, 945, 1703]
ad-price: ΜΟΝΟΝ ΦΡΑΓΚΑ 5: [721, 753, 942, 778]
table-header-row: ΣΥΝΑΛΛΑΓΜΑΤΑ Τρίμηνον Όψεως: [182, 551, 443, 565]
stock-exchange-heading: ΧΡΗΜΑΤΙΣΤΗΡΙΟΝ: [226, 182, 399, 200]
ad-title: ΙΑΤΡΕΙΟΝ ΑΦΡΟΔΙΣΙΑΚΩΝ: [986, 1423, 1230, 1445]
ad-chatzidakis: [979, 1744, 1237, 1899]
house-side-label-right: ΟΙΚΙΩΝ: [1449, 183, 1482, 335]
ad-address: Οδός Αιόλου αριθ. 172 και παρά τοις πράκτορσι της Εφημερίδος.: [722, 1089, 941, 1118]
ad-text: Τελειότατον ηλεκτροθεραπευτήριον πλουσιώτατον εφοδιασμένον διά των τελειοτάτων ηλεκτρικών μηχανημάτων. Εφαρμογή όλων των νεωτάτων θεραπευτικών μεθόδων.: [461, 1566, 677, 1676]
ad-text: Επί τριετίαν εν Ευρώπη ειδικευθείς θεραπεύει τα αφροδίσια νοσήματα, δερματικά και ιδιαιτέρως τας λευκοροίας των γυναικών.: [986, 1493, 1230, 1555]
for-sale-max-price: 500.000: [1313, 1068, 1415, 1095]
society-item: Δεν εορτάζει σήμερον ο κ. Στυλιανός Χουντούμης, χρεοαρίτης εν Κηφισσιά.: [693, 443, 970, 473]
news-item: Το υπουργείον των Εσωτερικών ανεγνώρισεν την χρησιμότητα της ιδρύσεως και λειτουργίας της εν Λαυρίω Μεταλλευτικής Σχολής, απεφάσισε να διαθέση υπέρ ταύτης χρηματικόν ποσόν, όπερ θα επαρκέση διά την συντήρησιν των μαθητών της Σχολής.: [453, 500, 684, 626]
currency-heading: ΝΟΜΙΣΜΑΤΑ: [277, 491, 348, 504]
agency-address-note: (Στοά κ. Νικολούδη εν Αθήναις): [1269, 1402, 1459, 1417]
table-row: Επί Ιταλίας 172.50 175.50: [182, 596, 443, 609]
ad-doctor-name: ΑΛΕΞΑΝΔΡΟΣ ΠΑΤΑΟΓΙΑΝΝΟΠΟΥΛΟΣ: [1029, 1462, 1187, 1492]
ad-row: [986, 700, 1230, 717]
ad-subtitle: Ο ΙΑΤΡΟΣ: [775, 1432, 888, 1457]
ad-note: Πωλούνται εν τω: [780, 1054, 883, 1069]
ad-hours: Ώραι επισκέψεων 11—12 π.μ. 6—7 μ.μ.: [466, 1679, 671, 1708]
house-listing: 92. Οικία διώροφος, δωμάτια 8, πήχεις 230, ετήσιον εισόδημα δρ. 1.440, αξίας δρ. 20.000.: [1244, 494, 1484, 541]
ad-toufexis: [979, 1193, 1237, 1361]
ad-text: Εν τω καταστήματι ευρίσκονται προς πώλησιν έτοιμα έπιπλα πάσης φύσεως και ποιότητος εις τιμάς ασυναγωνίστους και με μηνιαίας δόσεις.: [701, 1719, 962, 1781]
ad-diaplasis: [453, 1975, 684, 2211]
ad-subtitle: Ανδρών Γυναικών Παίδων: [1179, 717, 1239, 762]
ad-publisher: Διεύθυνσις Ιωάννης Τσαπαζίδης — Οδός Ερμού 94.: [465, 2435, 673, 2464]
ad-subtitle: Αγγλικαί: [1175, 682, 1230, 697]
ad-hours: Ώραι επισκέψεων 10-12 π.μ. και 4-6: [725, 1350, 937, 1365]
ad-text: Υφηγητής των Αφροδισίων και Δερματικών παθών εν τω Εθν. Πανεπιστημίω. Ειδικός δοκιμασθείς εν τοις νοσοκομείοις Παρισίων. Θεραπεύει ασφαλώς και ριζικώς τα αφροδίσια νοσήματα.: [701, 1235, 962, 1330]
ad-subtitle: ΙΑΤΡΟΣ: [538, 1515, 599, 1532]
table-row: Αεριόφωτος Αθηνών 700 —: [182, 475, 443, 489]
table-row: Λίρα Αγγλίας 41 60: [182, 522, 443, 536]
news-item: Υπό του ύψηπτου των Φυσικών Επιστημών και καθηγητού εν τω Διδασκαλείω κ. Γ. Αθανασιάδου εξεδόθη ήδη το πρώτον τεύχος των ηλεκτρικών μονάδων. Το νέον τούτο σύγγραμμα του διακεκριμένου καθηγητού μας κρίνεται υπό ειδικών ως το πληρέστερον των κυκλοφορούντων φυσικομαθηματικών.: [453, 795, 684, 953]
door-shape: [1333, 293, 1353, 330]
table-row: Επί Γαλλίας 167.58 168.50: [182, 566, 443, 580]
society-item: Μπαρμπούνια 280 (111) δράμα τα ζωή μας μουσαΐκα, ζωγραφοζωα και ιχνογράφια μόνον εκ των ωραιοτέρων της «Πετρουπόλεως» και επίσης ο νόμιμος μιμικών και η γλώσσα της «Ώρας», εξαιρετικές αναφορές.: [693, 626, 970, 721]
hat-illustration: [1244, 1425, 1484, 1527]
window-shape: [1333, 203, 1353, 229]
ad-title: ΑΔΙΑΒΡΟΧΑ: [986, 700, 1081, 717]
ad-text: Το έργον του Θεσπιλουτζί της νέας παιδαγωγικής του Πεσταλότση, μεταφρασθέν ελληνιστί, αποτελεί το μεγαλείον της Γερμανίας και τη προπορεία πάσης φιλοτίμου οικογενείας. Το τελευταίον τεύχος τιμάται δρ. 5.: [461, 2257, 677, 2367]
ad-owner: ΑΡΤΕΜΙΟΥ ΒΛΑΣΣΗ: [1008, 1049, 1207, 1070]
ad-address: 15 Οδός Πειραιώς αριθ. 15: [710, 1624, 953, 1643]
news-item: Η ενταύθα Γερμανική Πρεσβεία εζήτησε παρά του υπουργείου των Ναυτικών την άδειαν, όπως το Γερμανικόν ιδιόπλοιον «Λορελάη» εκτελέση ναυσιπλοΐαν εις τον όρμον του Καρυστίου μετά τινας ημέρας. Το υπουργείον έδωκε την άδειαν και εντός της εβδομάδος καταπλεί εις τα ελληνικά ύδατα το γερμανικόν ιδιόπλοιον.: [453, 337, 684, 496]
ad-text: επανελθών εκ Παρισίων ένθα επί μακρόν ειδικεύθη εν τοις νοσοκομείοις, δέχεται καθ' εκάστην.: [986, 1808, 1230, 1855]
